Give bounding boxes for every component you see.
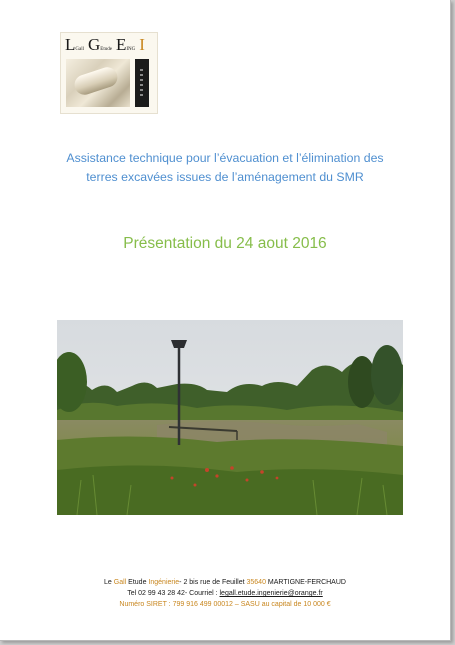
footer-contact-line: Tel 02 99 43 28 42- Courriel : legall.etude.ingenierie@orange.fr xyxy=(127,590,323,597)
document-title xyxy=(30,149,420,187)
logo-letter-e: E xyxy=(115,35,127,54)
logo-paper-roll-image xyxy=(66,59,130,107)
footer-address-line: Le Gall Etude Ingénierie- 2 bis rue de Feuillet 35640 MARTIGNE-FERCHAUD xyxy=(104,579,346,586)
email-link[interactable]: legall.etude.ingenierie@orange.fr xyxy=(219,590,323,597)
presentation-date: Présentation du 24 aout 2016 xyxy=(123,235,327,252)
logo-letter-i: I xyxy=(139,35,145,54)
logo-word-gall: Gall xyxy=(75,47,84,52)
logo-lettering xyxy=(65,35,145,55)
title-line-1: Assistance technique pour l’évacuation et l’élimination des xyxy=(66,151,384,165)
site-photo xyxy=(57,320,403,515)
title-line-2: terres excavées issues de l’aménagement du SMR xyxy=(86,170,364,184)
company-logo xyxy=(60,32,158,114)
company-footer xyxy=(20,577,430,610)
logo-word-ing: ING xyxy=(126,47,136,52)
logo-letter-g: G xyxy=(88,35,101,54)
logo-word-etude: Etude xyxy=(100,47,112,52)
logo-side-bar xyxy=(135,59,149,107)
footer-siret-line: Numéro SIRET : 799 916 499 00012 – SASU au capital de 10 000 € xyxy=(119,601,331,608)
logo-letter-l: L xyxy=(65,35,76,54)
